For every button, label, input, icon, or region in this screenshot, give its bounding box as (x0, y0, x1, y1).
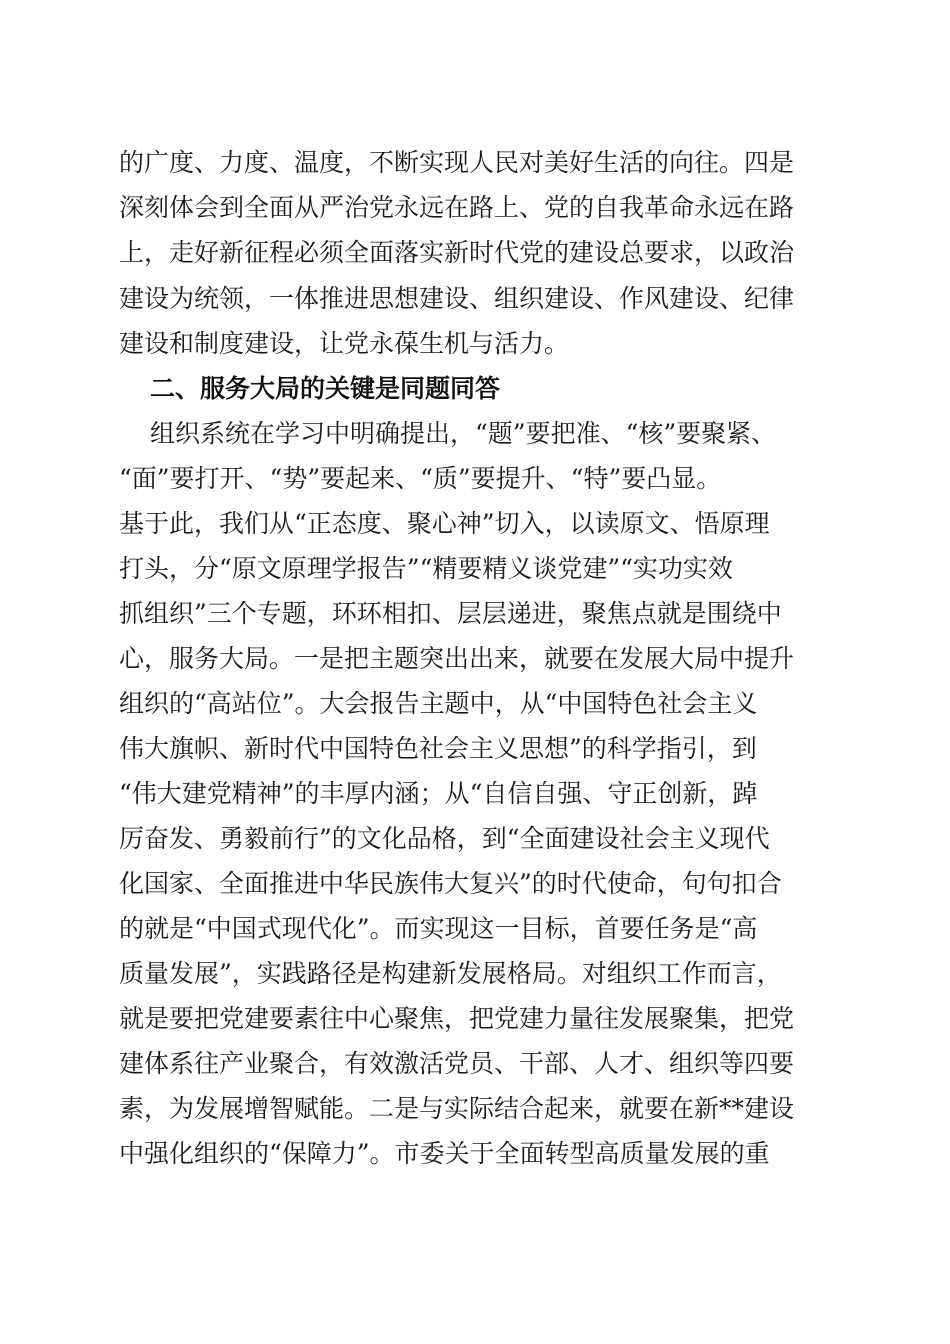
paragraph-2-line-11: 化国家、全面推进中华民族伟大复兴”的时代使命，句句扣合 (119, 869, 782, 898)
paragraph-1-line-4: 建设为统领，一体推进思想建设、组织建设、作风建设、纪律 (119, 284, 795, 313)
paragraph-2-line-15: 建体系往产业聚合，有效激活党员、干部、人才、组织等四要 (119, 1049, 795, 1078)
paragraph-2-line-2: “面”要打开、“势”要起来、“质”要提升、“特”要凸显。 (119, 464, 722, 493)
paragraph-2-line-14: 就是要把党建要素往中心聚焦，把党建力量往发展聚集，把党 (119, 1004, 795, 1033)
paragraph-2-line-3: 基于此，我们从“正态度、聚心神”切入，以读原文、悟原理 (119, 509, 770, 538)
paragraph-2-line-4: 打头，分“原文原理学报告”“精要精义谈党建”“实功实效 (119, 554, 733, 583)
paragraph-2-line-16: 素，为发展增智赋能。二是与实际结合起来，就要在新**建设 (119, 1094, 795, 1123)
paragraph-2-line-9: “伟大建党精神”的丰厚内涵；从“自信自强、守正创新，踔 (119, 779, 758, 808)
paragraph-2-line-7: 组织的“高站位”。大会报告主题中，从“中国特色社会主义 (119, 689, 758, 718)
paragraph-1-line-1: 的广度、力度、温度，不断实现人民对美好生活的向往。四是 (119, 148, 795, 177)
paragraph-2-line-1: 组织系统在学习中明确提出，“题”要把准、“核”要聚紧、 (150, 419, 777, 448)
paragraph-2-line-13: 质量发展”，实践路径是构建新发展格局。对组织工作而言， (119, 959, 782, 988)
paragraph-1-line-5: 建设和制度建设，让党永葆生机与活力。 (119, 329, 570, 358)
paragraph-2-line-8: 伟大旗帜、新时代中国特色社会主义思想”的科学指引，到 (119, 734, 757, 763)
paragraph-1-line-2: 深刻体会到全面从严治党永远在路上、党的自我革命永远在路 (119, 193, 795, 222)
paragraph-2-line-6: 心，服务大局。一是把主题突出出来，就要在发展大局中提升 (119, 644, 795, 673)
paragraph-2-line-10: 厉奋发、勇毅前行”的文化品格，到“全面建设社会主义现代 (119, 824, 770, 853)
paragraph-2-line-5: 抓组织”三个专题，环环相扣、层层递进，聚焦点就是围绕中 (119, 599, 782, 628)
paragraph-2-line-12: 的就是“中国式现代化”。而实现这一目标，首要任务是“高 (119, 914, 758, 943)
paragraph-1-line-3: 上，走好新征程必须全面落实新时代党的建设总要求，以政治 (119, 238, 795, 267)
section-heading: 二、服务大局的关键是同题同答 (150, 374, 501, 403)
paragraph-2-line-17: 中强化组织的“保障力”。市委关于全面转型高质量发展的重 (119, 1139, 770, 1168)
